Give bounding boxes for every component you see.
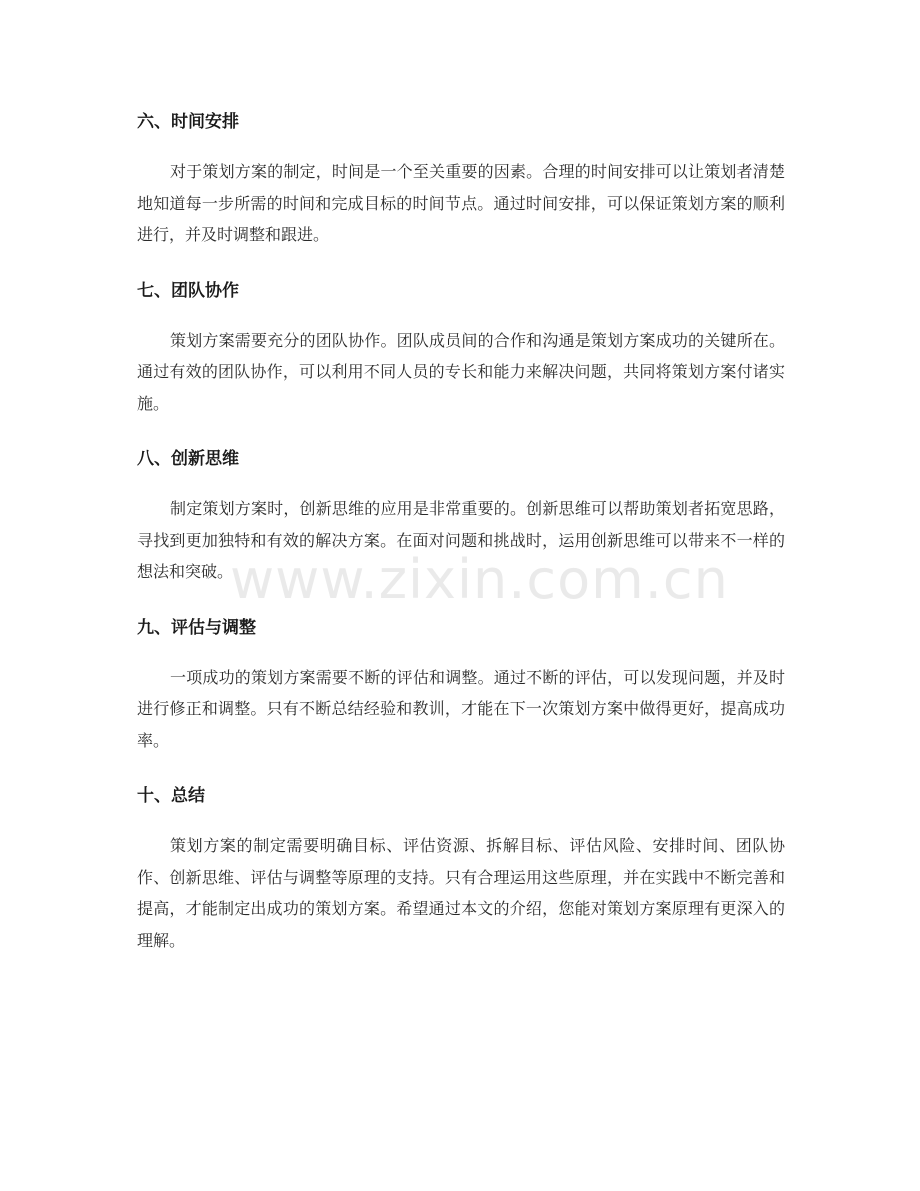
section-heading: 八、创新思维 <box>137 449 239 469</box>
section-evaluation-adjustment <box>137 612 785 757</box>
section-paragraph: 一项成功的策划方案需要不断的评估和调整。通过不断的评估，可以发现问题，并及时进行修正和调整。只有不断总结经验和教训，才能在下一次策划方案中做得更好，提高成功率。 <box>137 667 785 750</box>
watermark: www.zixin.com.cn <box>230 548 729 611</box>
section-innovative-thinking <box>137 443 785 588</box>
section-paragraph: 制定策划方案时，创新思维的应用是非常重要的。创新思维可以帮助策划者拓宽思路，寻找到更加独特和有效的解决方案。在面对问题和挑战时，运用创新思维可以带来不一样的想法和突破。 <box>137 499 785 581</box>
section-paragraph: 策划方案的制定需要明确目标、评估资源、拆解目标、评估风险、安排时间、团队协作、创新思维、评估与调整等原理的支持。只有合理运用这些原理，并在实践中不断完善和提高，才能制定出成功的策划方案。希望通过本文的介绍，您能对策划方案原理有更深入的理解。 <box>137 836 785 950</box>
section-heading: 九、评估与调整 <box>137 617 256 638</box>
section-paragraph: 对于策划方案的制定，时间是一个至关重要的因素。合理的时间安排可以让策划者清楚地知道每一步所需的时间和完成目标的时间节点。通过时间安排，可以保证策划方案的顺利进行，并及时调整和跟进。 <box>137 162 785 244</box>
section-summary <box>137 780 785 956</box>
section-team-collaboration <box>137 275 785 420</box>
section-heading: 七、团队协作 <box>137 280 239 301</box>
document-body <box>137 106 785 980</box>
section-paragraph: 策划方案需要充分的团队协作。团队成员间的合作和沟通是策划方案成功的关键所在。通过有效的团队协作，可以利用不同人员的专长和能力来解决问题，共同将策划方案付诸实施。 <box>137 330 785 413</box>
section-time-arrangement <box>137 106 785 251</box>
section-heading: 十、总结 <box>137 786 205 806</box>
section-heading: 六、时间安排 <box>137 112 239 132</box>
